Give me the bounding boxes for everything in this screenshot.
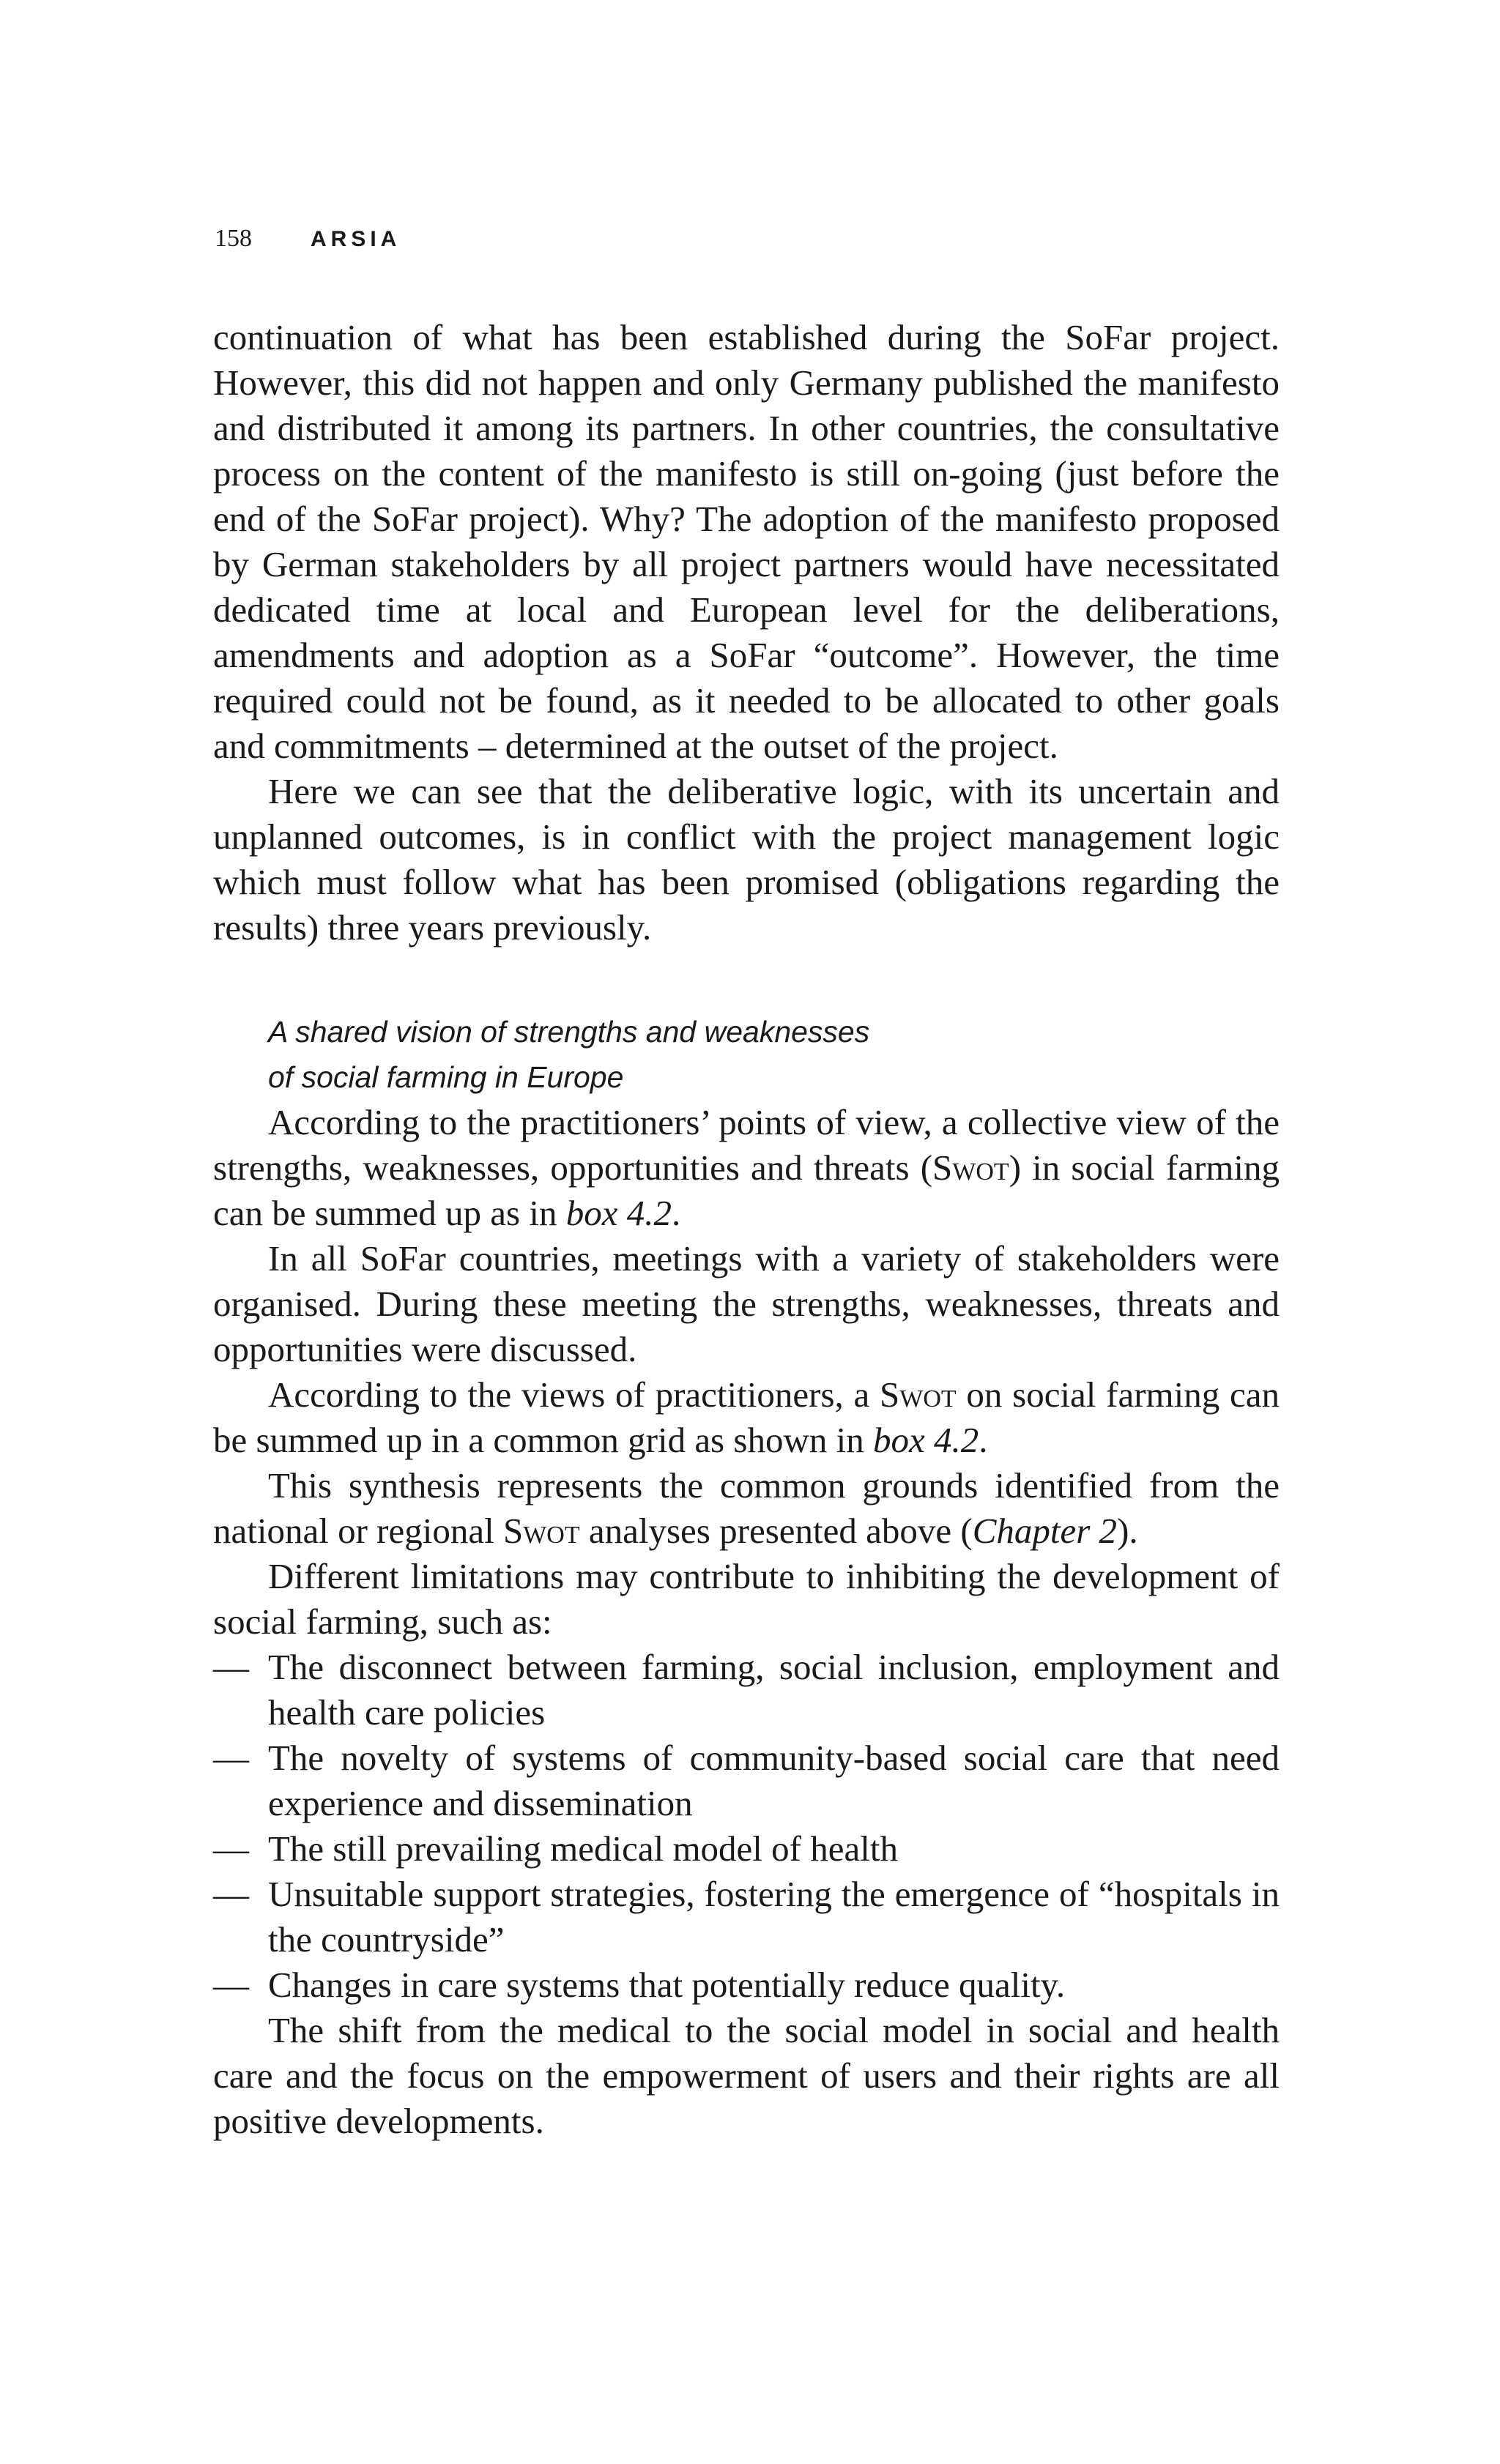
text-run: . (979, 1420, 988, 1460)
paragraph-meetings: In all SoFar countries, meetings with a variety of stakeholders were organised. During these meeting the strengths, weaknesses, threats and opportunities were discussed. (213, 1238, 1280, 1369)
dash-bullet: — (213, 1738, 249, 1778)
paragraph-limitations: Different limitations may contribute to inhibiting the development of social farming, such as: (213, 1556, 1280, 1642)
chapter-reference: Chapter 2 (972, 1511, 1118, 1551)
body-text (213, 315, 1280, 2144)
swot-abbreviation: Swot (932, 1147, 1009, 1188)
paragraph-positive-developments: The shift from the medical to the social model in social and health care and the focus on the empowerment of users and their rights are all positive developments. (213, 2010, 1280, 2141)
list-item (213, 1645, 1280, 1735)
paragraph-swot-summary (213, 1100, 1280, 1236)
paragraph-synthesis (213, 1463, 1280, 1554)
text-run: According to the views of practitioners, a (268, 1374, 880, 1415)
section-heading-line-2: of social farming in Europe (268, 1060, 624, 1094)
list-item (213, 1826, 1280, 1872)
dash-bullet: — (213, 1874, 249, 1914)
text-run: . (671, 1193, 681, 1233)
list-item-text: The disconnect between farming, social inclusion, employment and health care policies (268, 1647, 1280, 1732)
list-item-text: The still prevailing medical model of health (268, 1828, 898, 1869)
limitations-list (213, 1645, 1280, 2008)
dash-bullet: — (213, 1828, 249, 1869)
list-item-text: Changes in care systems that potentially reduce quality. (268, 1965, 1066, 2005)
running-head (215, 221, 401, 256)
list-item-text: The novelty of systems of community-based social care that need experience and dissemination (268, 1738, 1280, 1823)
box-reference: box 4.2 (872, 1420, 979, 1460)
list-item-text: Unsuitable support strategies, fostering the emergence of “hospitals in the countryside” (268, 1874, 1280, 1959)
text-run: According to the practitioners’ points of view, a collective view of the strengths, weaknesses, opportunities and threats ( (213, 1102, 1280, 1188)
text-run: This synthesis represents the common grounds identified from the national or regional (213, 1465, 1280, 1551)
running-head-title: ARSIA (311, 227, 401, 251)
text-run: on social farming can be summed up in a common grid as shown in (213, 1374, 1280, 1460)
section-heading (213, 1009, 1000, 1100)
page-number: 158 (215, 225, 252, 252)
text-run: ). (1117, 1511, 1138, 1551)
text-run: analyses presented above ( (579, 1511, 973, 1551)
list-item (213, 1735, 1280, 1826)
list-item (213, 1872, 1280, 1962)
swot-abbreviation: Swot (879, 1374, 957, 1415)
dash-bullet: — (213, 1965, 249, 2005)
list-item (213, 1962, 1280, 2008)
swot-abbreviation: Swot (502, 1511, 580, 1551)
paragraph-continuation: continuation of what has been established during the SoFar project. However, this did not happen and only Germany published the manifesto and distributed it among its partners. In other countries, the consultative process on the content of the manifesto is still on-going (just before the end of the SoFar project). Why? The adoption of the manifesto proposed by German stakeholders by all project partners would have necessitated dedicated time at local and European level for the deliberations, amendments and adoption as a SoFar “outcome”. However, the time required could not be found, as it needed to be allocated to other goals and commitments – determined at the outset of the project. (213, 317, 1280, 766)
box-reference: box 4.2 (565, 1193, 672, 1233)
dash-bullet: — (213, 1647, 249, 1687)
text-run: ) in social farming can be summed up as in (213, 1147, 1280, 1233)
section-heading-line-1: A shared vision of strengths and weaknesses (268, 1015, 870, 1049)
paragraph-deliberative-logic: Here we can see that the deliberative logic, with its uncertain and unplanned outcomes, is in conflict with the project management logic which must follow what has been promised (obligations regarding the results) three years previously. (213, 771, 1280, 948)
paragraph-common-grid (213, 1372, 1280, 1463)
